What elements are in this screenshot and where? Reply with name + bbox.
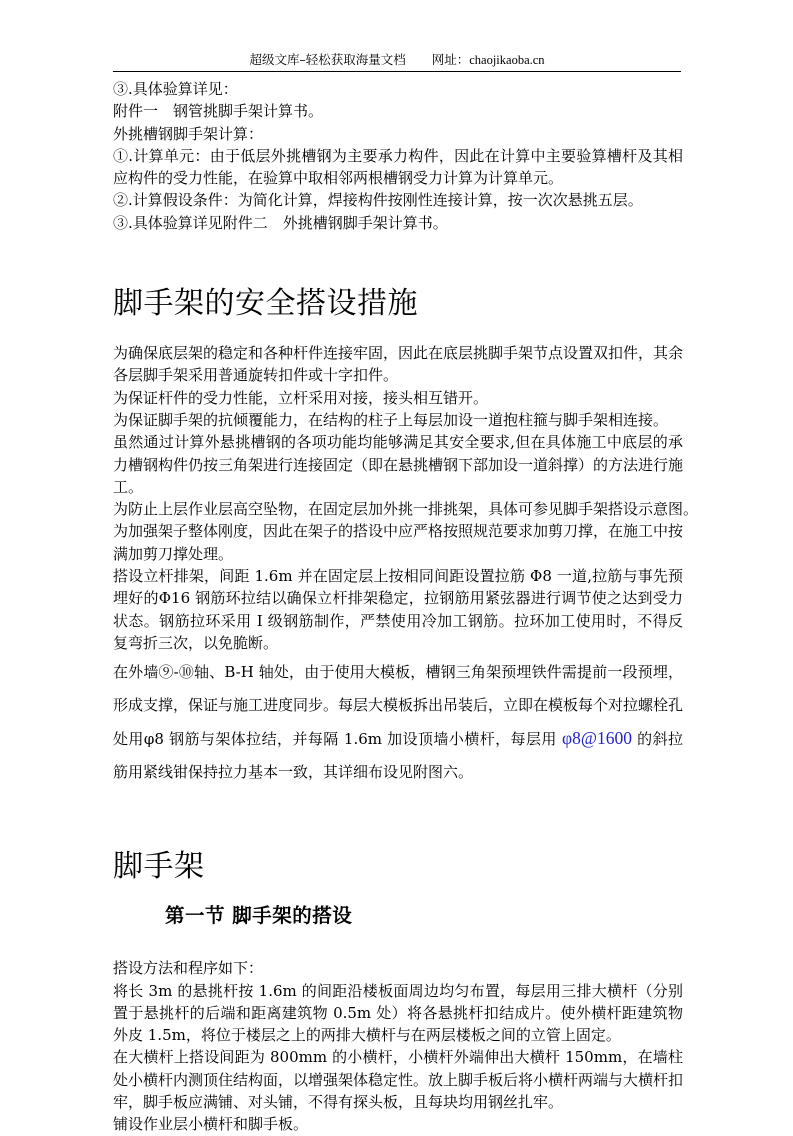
safety-paragraph-8-part-a: 在外墙⑨-⑩轴、B-H 轴处，由于使用大模板，槽钢三角架预埋铁件需提前一段预埋，形成支撑，保证与施工进度同步。每层大模板拆出吊装后，立即在模板每个对拉螺栓孔处用φ8 钢筋与架体拉结，并每隔 1.6m 加设顶墙小横杆，每层用 [113, 663, 684, 749]
spacer-after-section-heading [113, 931, 683, 957]
header-site-title: 超级文库–轻松获取海量文档 [249, 52, 406, 67]
heading-scaffold: 脚手架 [113, 849, 205, 885]
erect-paragraph-1: 搭设方法和程序如下： [113, 959, 264, 978]
calc-line-2: 附件一 钢管挑脚手架计算书。 [113, 102, 324, 121]
calc-line-3: 外挑槽钢脚手架计算： [113, 124, 264, 143]
heading-safety-measures: 脚手架的安全搭设措施 [113, 286, 418, 322]
safety-paragraph-6: 为加强架子整体刚度，因此在架子的搭设中应严格按照规范要求加剪刀撑，在施工中按满加剪刀撑处理。 [113, 522, 684, 563]
heading-section-one: 第一节 脚手架的搭设 [165, 904, 353, 928]
safety-paragraph-4: 虽然通过计算外悬挑槽钢的各项功能均能够满足其安全要求,但在具体施工中底层的承力槽钢构件仍按三角架进行连接固定（即在悬挑槽钢下部加设一道斜撑）的方法进行施工。 [113, 433, 684, 496]
calc-line-1: ③.具体验算详见： [113, 80, 238, 98]
spacer-before-scaffold-heading [113, 789, 683, 845]
calculation-block [113, 78, 683, 234]
safety-measures-block [113, 342, 699, 789]
calc-item-1: ①.计算单元：由于低层外挑槽钢为主要承力构件，因此在计算中主要验算槽杆及其相应构件的受力性能，在验算中取相邻两根槽钢受力计算为计算单元。 [113, 146, 683, 188]
spacer-after-safety-heading [113, 326, 683, 342]
calc-item-3: ③.具体验算详见附件二 外挑槽钢脚手架计算书。 [113, 213, 448, 232]
safety-paragraph-3: 为保证脚手架的抗倾覆能力，在结构的柱子上每层加设一道抱柱箍与脚手架相连接。 [113, 410, 669, 429]
calc-item-2: ②.计算假设条件：为简化计算，焊接构件按刚性连接计算，按一次次悬挑五层。 [113, 191, 643, 210]
spacer-before-safety-heading [113, 234, 683, 282]
safety-paragraph-5: 为防止上层作业层高空坠物，在固定层加外挑一排挑架，具体可参见脚手架搭设示意图。 [113, 500, 699, 519]
erection-procedure-block [113, 957, 683, 1135]
safety-paragraph-1: 为确保底层架的稳定和各种杆件连接牢固，因此在底层挑脚手架节点设置双扣件，其余各层脚手架采用普通旋转扣件或十字扣件。 [113, 344, 684, 385]
document-body [113, 78, 699, 1136]
erect-paragraph-4: 铺设作业层小横杆和脚手板。 [113, 1115, 309, 1134]
safety-paragraph-2: 为保证杆件的受力性能，立杆采用对接，接头相互错开。 [113, 388, 489, 407]
safety-paragraph-8-part-b: 的斜拉筋用紧线钳保持拉力基本一致，其详细布设见附图六。 [113, 730, 683, 782]
safety-paragraph-7: 搭设立杆排架，间距 1.6m 并在固定层上按相同间距设置拉筋 Φ8 一道,拉筋与事先预埋好的Φ16 钢筋环拉结以确保立杆排架稳定，拉钢筋用紧弦器进行调节使之达到受力状态。钢筋拉环采用 I 级钢筋制作，严禁使用冷加工钢筋。拉环加工使用时，不得反复弯折三次，以免脆断。 [113, 567, 683, 652]
spacer-after-scaffold-heading [113, 889, 683, 901]
page-running-header [113, 52, 681, 72]
header-url-label: 网址： [431, 52, 470, 67]
rebar-spec-highlight: φ8@1600 [561, 728, 632, 749]
header-url-value: chaojikaoba.cn [469, 53, 545, 67]
erect-paragraph-3: 在大横杆上搭设间距为 800mm 的小横杆，小横杆外端伸出大横杆 150mm，在墙柱处小横杆内测顶住结构面，以增强架体稳定性。放上脚手板后将小横杆两端与大横杆扣牢，脚手板应满铺、对头铺，不得有探头板，且每块均用钢丝扎牢。 [113, 1048, 684, 1112]
safety-paragraph-8 [113, 656, 683, 789]
erect-paragraph-2: 将长 3m 的悬挑杆按 1.6m 的间距沿楼板面周边均匀布置，每层用三排大横杆（分别置于悬挑杆的后端和距离建筑物 0.5m 处）将各悬挑杆扣结成片。使外横杆距建筑物外皮 1.5m，将位于楼层之上的两排大横杆与在两层楼板之间的立管上固定。 [113, 981, 683, 1045]
